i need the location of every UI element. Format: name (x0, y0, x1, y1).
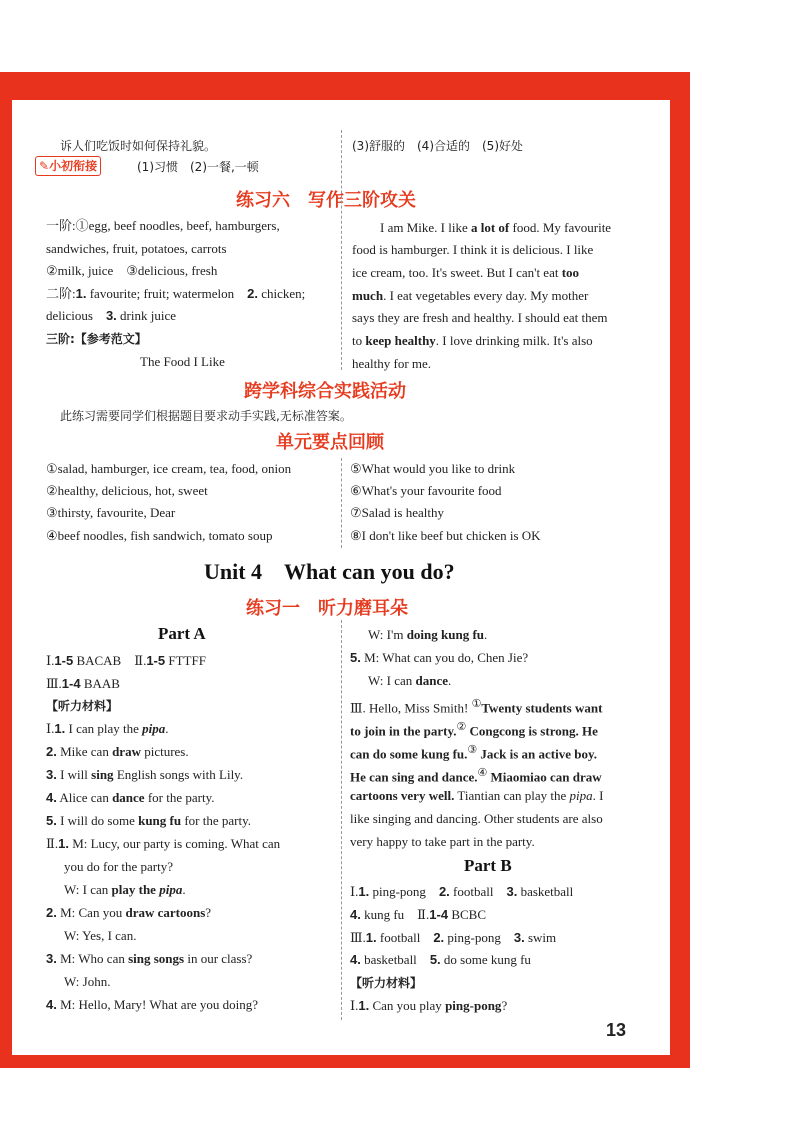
s5-n: 5. (46, 813, 57, 828)
unit-title: Unit 4 What can you do? (204, 559, 455, 584)
ex6-line-5-b: drink juice (116, 308, 176, 323)
review-right-7: ⑦Salad is healthy (350, 505, 444, 520)
right-p5 (350, 788, 604, 804)
essay-title: The Food I Like (140, 354, 225, 369)
part-a-d2-w: W: Yes, I can. (64, 928, 137, 943)
ex6-line-4 (46, 286, 305, 302)
b1-n2: 2. (438, 884, 450, 899)
essay-line-4 (352, 288, 588, 304)
b1-c: football (449, 884, 507, 899)
bridge-text: (1)习惯 (2)一餐,一顿 (137, 160, 259, 174)
p4-a: He can sing and dance. (350, 769, 478, 785)
p3-a: can do some kung fu. (350, 746, 468, 762)
s1-b: I can play the (65, 721, 143, 736)
a2-c: BAAB (80, 676, 120, 691)
top-right-text: (3)舒服的 (4)合适的 (5)好处 (352, 139, 523, 153)
review-left-2: ②healthy, delicious, hot, sweet (46, 483, 208, 498)
r2-a: M: What can you do, Chen Jie? (360, 650, 529, 665)
right-r3 (368, 673, 451, 689)
part-a-d4 (46, 997, 258, 1013)
heading-exercise-1: 练习一 听力磨耳朵 (246, 598, 408, 619)
ex6-line-5-a: delicious (46, 308, 106, 323)
review-left-1: ①salad, hamburger, ice cream, tea, food, onion (46, 461, 292, 476)
right-r1 (368, 627, 487, 643)
d4-a: M: Hello, Mary! What are you doing? (56, 997, 259, 1012)
a2-a: Ⅲ. (46, 676, 62, 691)
s2-a: Mike can (56, 744, 113, 759)
essay-6b: keep healthy (365, 333, 436, 348)
d1w-b: play the (111, 882, 160, 897)
p1-b: Twenty students want (481, 700, 603, 716)
part-b-l6 (350, 998, 507, 1014)
d3-n: 3. (46, 951, 57, 966)
part-a-s3 (46, 767, 243, 783)
b2-b: 1-4 (429, 907, 449, 922)
b6-d: ? (501, 998, 508, 1013)
part-b-title: Part B (464, 856, 512, 875)
r3-c: . (448, 673, 452, 688)
right-r2 (350, 650, 528, 666)
a1-b: 1-5 (54, 653, 74, 668)
s4-c: for the party. (144, 790, 215, 805)
column-divider-bottom (341, 620, 342, 1020)
page-number: 13 (606, 1020, 627, 1040)
bridge-badge-label: 小初衔接 (49, 159, 98, 173)
b1-a: Ⅰ. (350, 884, 359, 899)
part-a-d1-w (64, 882, 186, 898)
review-left-4: ④beef noodles, fish sandwich, tomato soup (46, 528, 273, 543)
b3-b: football (376, 930, 434, 945)
ex6-line-1: 一阶:①egg, beef noodles, beef, hamburgers, (46, 218, 280, 233)
right-p2 (350, 719, 598, 739)
b3-n3: 3. (513, 930, 525, 945)
b3-a: Ⅲ. (350, 930, 366, 945)
b1-n3: 3. (506, 884, 518, 899)
a1-c: BACAB Ⅱ. (73, 653, 147, 668)
a1-e: FTTFF (165, 653, 206, 668)
ex6-line-5 (46, 308, 176, 324)
review-left-3: ③thirsty, favourite, Dear (46, 505, 176, 520)
essay-6c: . I love drinking milk. It's also (435, 333, 593, 348)
b4-n4: 4. (350, 952, 361, 967)
b4-n5: 5. (429, 952, 441, 967)
right-p6: like singing and dancing. Other students are also (350, 811, 603, 826)
ex6-line-3: ②milk, juice ③delicious, fresh (46, 263, 218, 278)
ex6-num-2: 2. (247, 286, 258, 301)
right-p4 (350, 765, 602, 785)
b1-b: ping-pong (369, 884, 439, 899)
d3-b: sing songs (128, 951, 185, 966)
review-right-8: ⑧I don't like beef but chicken is OK (350, 528, 541, 543)
essay-3a: ice cream, too. It's sweet. But I can't eat (352, 265, 562, 280)
d2-a: M: Can you (56, 905, 126, 920)
part-b-material-label: 【听力材料】 (350, 976, 423, 990)
review-right-6: ⑥What's your favourite food (350, 483, 502, 498)
part-b-l3 (350, 930, 556, 946)
p3-b: Jack is an active boy. (477, 746, 598, 762)
s2-b: draw (112, 744, 141, 759)
r1-b: doing kung fu (406, 627, 485, 642)
d2-c: ? (205, 905, 212, 920)
p4-b: Miaomiao can draw (487, 769, 602, 785)
s2-c: pictures. (140, 744, 189, 759)
column-divider-top (341, 130, 342, 370)
b3-d: swim (524, 930, 557, 945)
b3-n1: 1. (365, 930, 377, 945)
p3-sup: ③ (467, 744, 478, 756)
s1-n: 1. (54, 721, 66, 736)
d3-c: in our class? (184, 951, 253, 966)
p2-sup: ② (456, 721, 467, 733)
ex6-line-4-a: favourite; fruit; watermelon (86, 286, 248, 301)
d2-b: draw cartoons (125, 905, 206, 920)
a2-b: 1-4 (61, 676, 81, 691)
part-b-l4 (350, 952, 531, 968)
part-a-s2 (46, 744, 189, 760)
essay-4a: much (352, 288, 384, 303)
d1-n: 1. (58, 836, 69, 851)
p5-b: Tiantian can play the (454, 788, 570, 803)
essay-4b: . I eat vegetables every day. My mother (383, 288, 589, 303)
part-a-answers-2 (46, 676, 120, 692)
b6-n: 1. (358, 998, 370, 1013)
right-p1 (350, 696, 602, 716)
b3-n2: 2. (433, 930, 445, 945)
ex6-line-6: 三阶:【参考范文】 (46, 332, 147, 346)
column-divider-review (341, 458, 342, 548)
essay-line-1 (380, 220, 611, 236)
essay-6a: to (352, 333, 366, 348)
ex6-line-2: sandwiches, fruit, potatoes, carrots (46, 241, 227, 256)
part-a-s5 (46, 813, 251, 829)
d2-n: 2. (46, 905, 57, 920)
essay-line-2: food is hamburger. I think it is delicious. I like (352, 242, 594, 257)
s1-c: pipa (142, 721, 166, 736)
d1w-c: pipa (159, 882, 183, 897)
top-left-text: 诉人们吃饭时如何保持礼貌。 (60, 139, 217, 153)
p2-a: to join in the party. (350, 723, 457, 739)
part-a-title: Part A (158, 624, 206, 643)
review-right-5: ⑤What would you like to drink (350, 461, 516, 476)
part-a-answers-1 (46, 653, 206, 669)
s3-c: English songs with Lily. (113, 767, 244, 782)
right-p7: very happy to take part in the party. (350, 834, 535, 849)
b2-n4: 4. (350, 907, 361, 922)
s5-b: kung fu (138, 813, 182, 828)
heading-cross-discipline: 跨学科综合实践活动 (244, 381, 406, 402)
b1-n1: 1. (358, 884, 370, 899)
essay-1a: I am Mike. I like (380, 220, 471, 235)
b2-c: BCBC (448, 907, 486, 922)
p5-d: . I (592, 788, 604, 803)
p1-sup: ① (471, 698, 482, 710)
part-a-d1-cont: you do for the party? (64, 859, 174, 874)
s3-a: I will (56, 767, 92, 782)
essay-3b: too (561, 265, 580, 280)
p1-a: Ⅲ. Hello, Miss Smith! (350, 700, 472, 716)
ex6-line-4-prefix: 二阶: (46, 286, 76, 301)
b3-c: ping-pong (444, 930, 514, 945)
essay-1c: food. My favourite (509, 220, 612, 235)
essay-1b: a lot of (470, 220, 510, 235)
b1-d: basketball (517, 884, 574, 899)
p5-a: cartoons very well. (350, 788, 455, 803)
b4-a: basketball (360, 952, 430, 967)
part-b-l1 (350, 884, 573, 900)
s3-b: sing (91, 767, 114, 782)
s3-n: 3. (46, 767, 57, 782)
b6-c: ping-pong (445, 998, 502, 1013)
s4-b: dance (112, 790, 145, 805)
ex6-num-3: 3. (105, 308, 117, 323)
s4-a: Alice can (56, 790, 113, 805)
heading-exercise-6: 练习六 写作三阶攻关 (236, 190, 416, 211)
cross-discipline-text: 此练习需要同学们根据题目要求动手实践,无标准答案。 (60, 409, 352, 423)
essay-line-6 (352, 333, 593, 349)
essay-line-3 (352, 265, 579, 281)
a1-d: 1-5 (146, 653, 166, 668)
part-a-d2 (46, 905, 211, 921)
d1w-d: . (182, 882, 186, 897)
b6-a: Ⅰ. (350, 998, 359, 1013)
p2-b: Congcong is strong. He (466, 723, 598, 739)
bridge-badge: ✎小初衔接 (35, 156, 101, 176)
p4-sup: ④ (477, 767, 488, 779)
essay-line-5: says they are fresh and healthy. I should eat them (352, 310, 608, 325)
essay-line-7: healthy for me. (352, 356, 432, 371)
s1-a: Ⅰ. (46, 721, 55, 736)
part-a-material-label: 【听力材料】 (46, 699, 119, 713)
r1-a: W: I'm (368, 627, 407, 642)
r1-c: . (484, 627, 488, 642)
d1-b: M: Lucy, our party is coming. What can (68, 836, 281, 851)
r3-a: W: I can (368, 673, 416, 688)
b2-a: kung fu Ⅱ. (360, 907, 430, 922)
s5-a: I will do some (56, 813, 139, 828)
right-p3 (350, 742, 597, 762)
b6-b: Can you play (369, 998, 446, 1013)
d1-a: Ⅱ. (46, 836, 59, 851)
r2-n: 5. (350, 650, 361, 665)
d4-n: 4. (46, 997, 57, 1012)
a1-a: Ⅰ. (46, 653, 55, 668)
part-a-s4 (46, 790, 215, 806)
s5-c: for the party. (181, 813, 252, 828)
p5-c: pipa (569, 788, 593, 803)
s2-n: 2. (46, 744, 57, 759)
d3-a: M: Who can (56, 951, 129, 966)
part-b-l2 (350, 907, 486, 923)
part-a-d1 (46, 836, 280, 852)
b4-b: do some kung fu (440, 952, 531, 967)
part-a-s1 (46, 721, 169, 737)
s4-n: 4. (46, 790, 57, 805)
heading-unit-review: 单元要点回顾 (276, 432, 384, 453)
ex6-num-1: 1. (75, 286, 87, 301)
r3-b: dance (415, 673, 449, 688)
ex6-line-4-b: chicken; (257, 286, 306, 301)
s1-d: . (165, 721, 169, 736)
part-a-d3-w: W: John. (64, 974, 111, 989)
part-a-d3 (46, 951, 252, 967)
d1w-a: W: I can (64, 882, 112, 897)
